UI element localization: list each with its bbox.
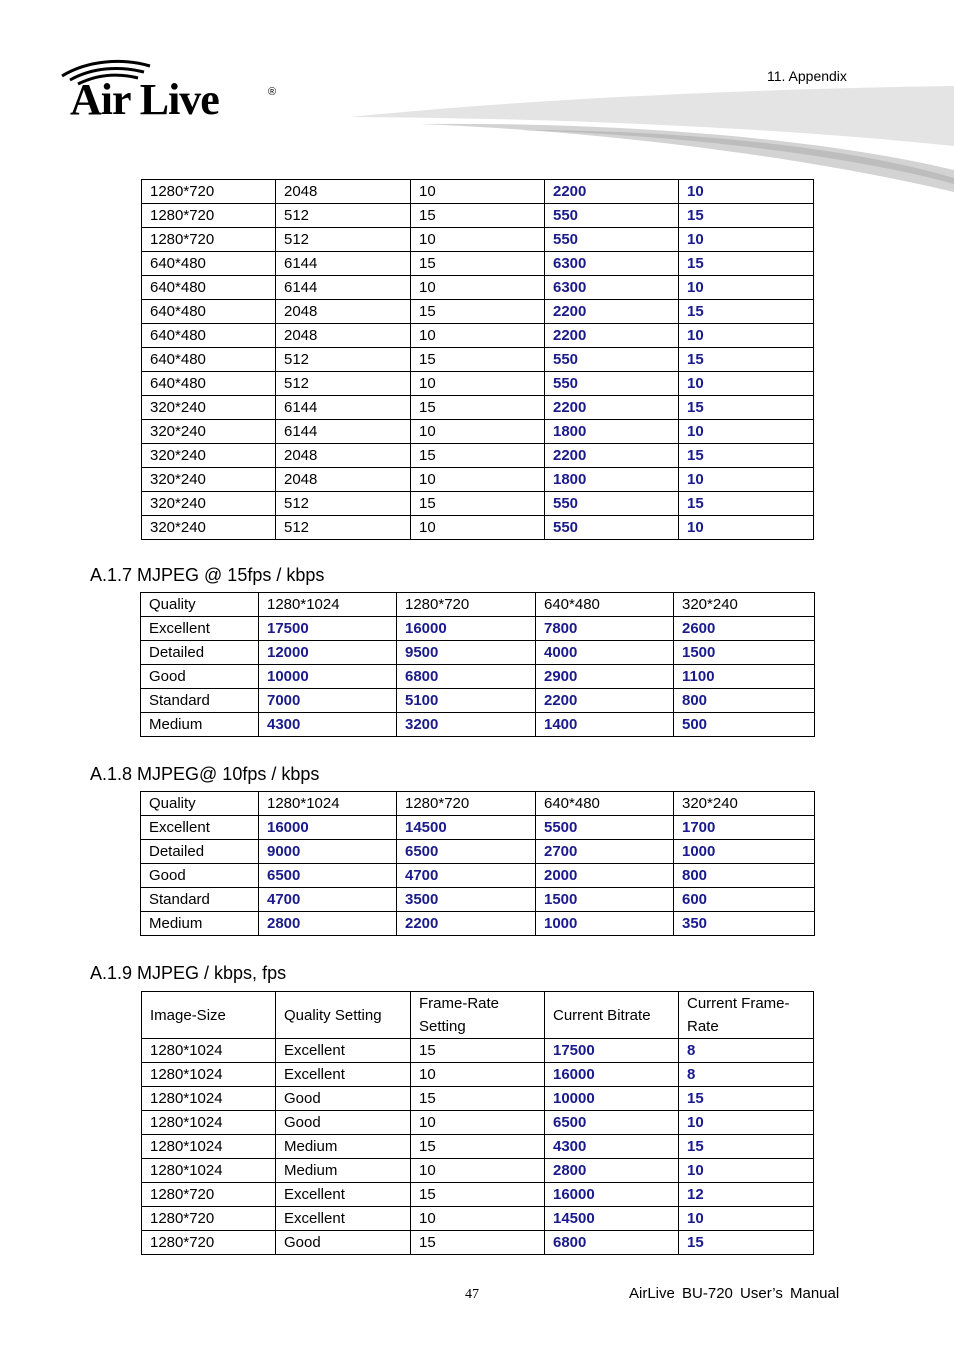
table-cell: 512	[276, 204, 411, 228]
table-row	[142, 468, 814, 492]
table-cell: 1280*1024	[142, 1039, 276, 1063]
table-header-row	[141, 792, 815, 816]
table-cell: 10	[679, 324, 814, 348]
table-cell: 6500	[397, 840, 536, 864]
table-row	[142, 300, 814, 324]
table-cell: 10	[679, 516, 814, 540]
table-row	[142, 492, 814, 516]
table-cell: 320*240	[142, 444, 276, 468]
table-cell: 15	[411, 348, 545, 372]
table-cell: 6800	[545, 1231, 679, 1255]
table-cell: 10	[411, 1111, 545, 1135]
table-cell: 10	[679, 420, 814, 444]
table-cell: 10	[411, 1207, 545, 1231]
table-cell: 350	[674, 912, 815, 936]
table-cell: 15	[679, 252, 814, 276]
table-cell: 1800	[545, 420, 679, 444]
table-cell: 16000	[545, 1183, 679, 1207]
table-cell: Frame-Rate Setting	[411, 992, 545, 1039]
table-cell: 1000	[536, 912, 674, 936]
table-cell: 15	[411, 444, 545, 468]
table-cell: 550	[545, 372, 679, 396]
table-row	[142, 372, 814, 396]
table-row	[142, 1039, 814, 1063]
table-cell: 320*240	[674, 593, 815, 617]
table-cell: 320*240	[142, 396, 276, 420]
table-cell: Current Bitrate	[545, 992, 679, 1039]
table-cell: 2048	[276, 300, 411, 324]
section-title-a18: A.1.8 MJPEG@ 10fps / kbps	[90, 764, 320, 784]
table-cell: 5100	[397, 689, 536, 713]
table-cell: 550	[545, 516, 679, 540]
table-cell: 8	[679, 1063, 814, 1087]
table-cell: 10	[679, 1111, 814, 1135]
table-cell: 9000	[259, 840, 397, 864]
table-cell: 512	[276, 516, 411, 540]
table-cell: 1800	[545, 468, 679, 492]
table-cell: 640*480	[142, 324, 276, 348]
table-cell: 800	[674, 689, 815, 713]
table-cell: 2200	[397, 912, 536, 936]
table-row	[141, 888, 815, 912]
table-cell: 640*480	[142, 276, 276, 300]
table-cell: 10	[679, 228, 814, 252]
table-cell: Quality	[141, 792, 259, 816]
table-cell: 640*480	[142, 300, 276, 324]
table-cell: 4700	[259, 888, 397, 912]
table-header-row	[142, 992, 814, 1039]
table-row	[142, 1087, 814, 1111]
table-cell: Medium	[276, 1135, 411, 1159]
table-row	[142, 180, 814, 204]
table-row	[142, 1063, 814, 1087]
table-cell: 15	[679, 1231, 814, 1255]
table-cell: 500	[674, 713, 815, 737]
table-row	[142, 228, 814, 252]
table-cell: Excellent	[276, 1039, 411, 1063]
table-cell: 550	[545, 492, 679, 516]
table-cell: 1280*720	[142, 1183, 276, 1207]
table-row	[142, 444, 814, 468]
table-cell: Good	[141, 665, 259, 689]
table-row	[142, 1159, 814, 1183]
table-cell: 1500	[536, 888, 674, 912]
table-cell: 1500	[674, 641, 815, 665]
table-cell: Excellent	[276, 1207, 411, 1231]
table-cell: 10	[411, 228, 545, 252]
table-cell: Detailed	[141, 641, 259, 665]
table-cell: 7000	[259, 689, 397, 713]
table-cell: 550	[545, 348, 679, 372]
table-row	[142, 1207, 814, 1231]
table-cell: 15	[411, 1135, 545, 1159]
table-cell: 10	[679, 372, 814, 396]
table-cell: 4300	[259, 713, 397, 737]
registered-mark: ®	[268, 86, 277, 98]
table-cell: 2200	[545, 324, 679, 348]
table-cell: 2700	[536, 840, 674, 864]
table-cell: 3500	[397, 888, 536, 912]
table-cell: Current Frame-Rate	[679, 992, 814, 1039]
table-cell: 1280*720	[142, 1207, 276, 1231]
table-cell: 6800	[397, 665, 536, 689]
bitrate-table-continued	[141, 179, 814, 540]
table-cell: 600	[674, 888, 815, 912]
table-row	[142, 276, 814, 300]
table-cell: Quality	[141, 593, 259, 617]
table-cell: 10	[679, 1159, 814, 1183]
table-cell: 10	[411, 516, 545, 540]
table-cell: 6300	[545, 252, 679, 276]
table-row	[142, 1111, 814, 1135]
table-cell: 1280*720	[397, 593, 536, 617]
table-cell: 800	[674, 864, 815, 888]
table-cell: 10	[679, 468, 814, 492]
table-cell: 512	[276, 372, 411, 396]
table-cell: Good	[276, 1087, 411, 1111]
table-row	[141, 840, 815, 864]
table-cell: 15	[411, 300, 545, 324]
logo-text: Air Live	[70, 75, 219, 124]
chapter-label: 11. Appendix	[767, 68, 847, 84]
page-number: 47	[465, 1287, 479, 1302]
section-title-a17: A.1.7 MJPEG @ 15fps / kbps	[90, 565, 325, 585]
table-cell: 15	[679, 204, 814, 228]
table-row	[142, 1183, 814, 1207]
table-row	[142, 420, 814, 444]
table-cell: Standard	[141, 888, 259, 912]
table-cell: 4000	[536, 641, 674, 665]
table-row	[141, 864, 815, 888]
table-header-row	[141, 593, 815, 617]
table-cell: 2200	[536, 689, 674, 713]
table-cell: 512	[276, 228, 411, 252]
table-row	[142, 348, 814, 372]
table-cell: Standard	[141, 689, 259, 713]
manual-title: AirLive BU-720 User’s Manual	[629, 1285, 840, 1302]
table-cell: 15	[411, 204, 545, 228]
table-cell: Medium	[141, 912, 259, 936]
table-cell: 10	[411, 1063, 545, 1087]
table-cell: 7800	[536, 617, 674, 641]
table-row	[142, 1231, 814, 1255]
table-cell: 1280*720	[142, 228, 276, 252]
table-cell: 6144	[276, 276, 411, 300]
table-cell: 1280*1024	[142, 1063, 276, 1087]
table-cell: 2200	[545, 180, 679, 204]
table-cell: 2048	[276, 444, 411, 468]
table-cell: 320*240	[142, 516, 276, 540]
table-cell: 15	[679, 1135, 814, 1159]
table-cell: 10	[411, 468, 545, 492]
table-cell: Quality Setting	[276, 992, 411, 1039]
table-cell: 2200	[545, 300, 679, 324]
table-cell: Excellent	[141, 816, 259, 840]
table-cell: Detailed	[141, 840, 259, 864]
table-cell: 320*240	[142, 468, 276, 492]
table-row	[141, 816, 815, 840]
table-cell: 12000	[259, 641, 397, 665]
table-cell: 15	[411, 1039, 545, 1063]
table-cell: 1280*720	[142, 1231, 276, 1255]
table-cell: Excellent	[141, 617, 259, 641]
table-row	[142, 1135, 814, 1159]
table-cell: 1280*1024	[142, 1087, 276, 1111]
table-cell: 12	[679, 1183, 814, 1207]
table-cell: 3200	[397, 713, 536, 737]
mjpeg-kbps-fps-table	[141, 991, 814, 1255]
table-cell: 320*240	[142, 420, 276, 444]
table-cell: 2900	[536, 665, 674, 689]
table-cell: 1700	[674, 816, 815, 840]
table-cell: 4300	[545, 1135, 679, 1159]
table-cell: 5500	[536, 816, 674, 840]
table-cell: 15	[679, 492, 814, 516]
table-cell: 1280*720	[142, 180, 276, 204]
table-cell: 16000	[397, 617, 536, 641]
table-cell: 15	[679, 444, 814, 468]
table-cell: 2048	[276, 180, 411, 204]
table-cell: 15	[411, 1231, 545, 1255]
table-cell: 550	[545, 228, 679, 252]
table-cell: 15	[411, 252, 545, 276]
table-cell: 2800	[545, 1159, 679, 1183]
table-cell: 640*480	[142, 252, 276, 276]
table-cell: 14500	[397, 816, 536, 840]
table-row	[142, 204, 814, 228]
table-cell: 2048	[276, 324, 411, 348]
table-cell: 320*240	[142, 492, 276, 516]
table-cell: 1400	[536, 713, 674, 737]
table-cell: Excellent	[276, 1183, 411, 1207]
table-row	[141, 641, 815, 665]
table-cell: 15	[411, 492, 545, 516]
table-cell: 17500	[259, 617, 397, 641]
table-cell: 1280*1024	[142, 1135, 276, 1159]
airlive-logo	[56, 58, 286, 126]
section-title-a19: A.1.9 MJPEG / kbps, fps	[90, 963, 287, 983]
mjpeg-10fps-table	[140, 791, 815, 936]
table-cell: 4700	[397, 864, 536, 888]
table-cell: 2600	[674, 617, 815, 641]
table-cell: 1280*1024	[142, 1111, 276, 1135]
table-cell: 2200	[545, 396, 679, 420]
table-cell: 10	[411, 276, 545, 300]
table-row	[142, 324, 814, 348]
table-cell: 10	[411, 324, 545, 348]
table-row	[141, 713, 815, 737]
table-cell: Good	[276, 1111, 411, 1135]
table-cell: 640*480	[536, 792, 674, 816]
table-cell: Excellent	[276, 1063, 411, 1087]
mjpeg-15fps-table	[140, 592, 815, 737]
table-row	[141, 617, 815, 641]
table-cell: 10	[411, 180, 545, 204]
table-row	[142, 396, 814, 420]
table-cell: 320*240	[674, 792, 815, 816]
table-cell: 9500	[397, 641, 536, 665]
table-cell: 1280*1024	[259, 593, 397, 617]
table-cell: 6144	[276, 420, 411, 444]
table-cell: 512	[276, 348, 411, 372]
table-cell: 10000	[545, 1087, 679, 1111]
table-cell: 6144	[276, 396, 411, 420]
table-cell: 2000	[536, 864, 674, 888]
table-cell: 640*480	[142, 372, 276, 396]
table-cell: 16000	[545, 1063, 679, 1087]
table-cell: 10	[411, 1159, 545, 1183]
table-cell: 15	[679, 396, 814, 420]
table-cell: 15	[679, 348, 814, 372]
table-cell: 640*480	[536, 593, 674, 617]
table-cell: 14500	[545, 1207, 679, 1231]
table-cell: 550	[545, 204, 679, 228]
table-row	[141, 912, 815, 936]
table-cell: 10	[679, 1207, 814, 1231]
table-cell: 15	[679, 1087, 814, 1111]
table-cell: 6144	[276, 252, 411, 276]
table-cell: 15	[411, 1087, 545, 1111]
table-row	[141, 665, 815, 689]
table-cell: Good	[141, 864, 259, 888]
table-cell: Good	[276, 1231, 411, 1255]
table-cell: 10	[411, 372, 545, 396]
table-cell: 6500	[545, 1111, 679, 1135]
table-row	[142, 252, 814, 276]
table-cell: 1280*1024	[259, 792, 397, 816]
table-cell: Medium	[141, 713, 259, 737]
table-cell: 2048	[276, 468, 411, 492]
table-cell: 640*480	[142, 348, 276, 372]
table-cell: 1280*1024	[142, 1159, 276, 1183]
table-cell: 15	[679, 300, 814, 324]
table-cell: 17500	[545, 1039, 679, 1063]
table-cell: 1100	[674, 665, 815, 689]
table-cell: 1000	[674, 840, 815, 864]
table-cell: 10	[679, 180, 814, 204]
table-cell: 16000	[259, 816, 397, 840]
table-cell: 6300	[545, 276, 679, 300]
table-cell: 1280*720	[397, 792, 536, 816]
table-cell: 15	[411, 396, 545, 420]
table-cell: 6500	[259, 864, 397, 888]
table-cell: Image-Size	[142, 992, 276, 1039]
table-cell: Medium	[276, 1159, 411, 1183]
table-cell: 10	[411, 420, 545, 444]
table-cell: 10	[679, 276, 814, 300]
table-row	[142, 516, 814, 540]
table-cell: 10000	[259, 665, 397, 689]
table-cell: 8	[679, 1039, 814, 1063]
table-cell: 15	[411, 1183, 545, 1207]
table-cell: 2200	[545, 444, 679, 468]
table-cell: 2800	[259, 912, 397, 936]
table-cell: 512	[276, 492, 411, 516]
table-row	[141, 689, 815, 713]
table-cell: 1280*720	[142, 204, 276, 228]
